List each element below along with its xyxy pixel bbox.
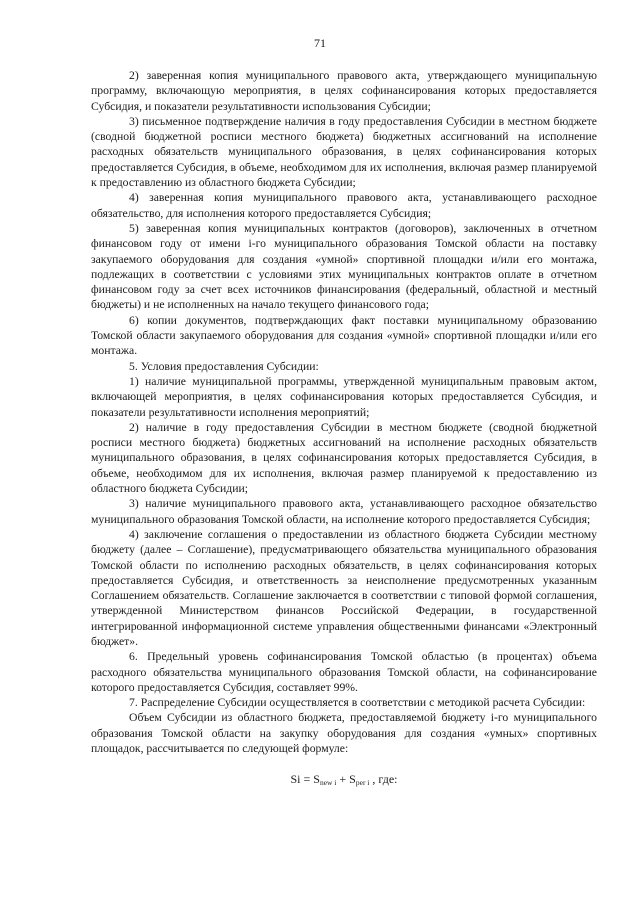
paragraph-item-3: 3) письменное подтверждение наличия в году предоставления Субсидии в местном бюджете (сводной бюджетной росписи местного бюджета) бюджетных ассигнований на исполнение расходных обязательств муниципального образования, в целях софинансирования которых предоставляется Субсидия, в объеме, необходимом для их исполнения, включая размер планируемой к предоставлению из областного бюджета Субсидии; [91, 114, 597, 190]
formula-subscript-new: new i [319, 778, 337, 788]
formula-subscript-per: per i [355, 778, 370, 788]
paragraph-item-6: 6) копии документов, подтверждающих факт поставки муниципальному образованию Томской области закупаемого оборудования для создания «умной» спортивной площадки и/или его монтажа. [91, 313, 597, 358]
formula-plus: + S [336, 772, 356, 787]
formula-tail: , где: [369, 772, 398, 787]
paragraph-item-4: 4) заверенная копия муниципального правового акта, устанавливающего расходное обязательство, для исполнения которого предоставляется Субсидия; [91, 191, 597, 220]
subsidy-formula [91, 772, 597, 790]
condition-item-4: 4) заключение соглашения о предоставлении из областного бюджета Субсидии местному бюджету (далее – Соглашение), предусматривающего обязательства муниципального образования Томской области по исполнению расходных обязательств, в целях софинансирования которых предоставляется Субсидия, и ответственность за неисполнение предусмотренных указанным Соглашением обязательств. Соглашение заключается в соответствии с типовой формой соглашения, утвержденной Министерством финансов Российской Федерации, в государственной интегрированной информационной системе управления общественными финансами «Электронный бюджет». [91, 527, 597, 648]
formula-lhs: Si = S [290, 772, 320, 787]
subsidy-volume-paragraph: Объем Субсидии из областного бюджета, предоставляемой бюджету i-го муниципального образования Томской области на закупку оборудования для создания «умных» спортивных площадок, рассчитывается по следующей формуле: [91, 711, 597, 756]
condition-item-3: 3) наличие муниципального правового акта, устанавливающего расходное обязательство муниципального образования Томской области, на исполнение которого предоставляется Субсидия; [91, 497, 597, 526]
section-7-paragraph: 7. Распределение Субсидии осуществляется в соответствии с методикой расчета Субсидии: [129, 696, 586, 710]
condition-item-2: 2) наличие в году предоставления Субсидии в местном бюджете (сводной бюджетной росписи местного бюджета) бюджетных ассигнований на исполнение расходных обязательств муниципального образования, в целях софинансирования которых предоставляется Субсидия, в объеме, необходимом для их исполнения, включая размер планируемой к предоставлению из областного бюджета Субсидии; [91, 420, 597, 496]
section-6-paragraph: 6. Предельный уровень софинансирования Томской областью (в процентах) объема расходного обязательства муниципального образования Томской области, на софинансирование которого предоставляется Субсидия, составляет 99%. [91, 650, 597, 694]
paragraph-item-5: 5) заверенная копия муниципальных контрактов (договоров), заключенных в отчетном финансовом году от имени i-го муниципального образования Томской области на поставку закупаемого оборудования для создания «умной» спортивной площадки и/или его монтажа, подлежащих в соответствии с условиями этих муниципальных контрактов оплате в отчетном финансовом году за счет всех источников финансирования (федеральный, областной и местный бюджеты) и не исполненных на начало текущего финансового года; [91, 221, 597, 312]
page-number: 71 [314, 36, 326, 50]
document-body [91, 68, 597, 791]
condition-item-1: 1) наличие муниципальной программы, утвержденной муниципальным правовым актом, включающей мероприятия, в целях софинансирования которых предоставляется Субсидия, и показатели результативности исполнения мероприятий; [91, 374, 597, 419]
paragraph-item-2: 2) заверенная копия муниципального правового акта, утверждающего муниципальную программу, включающую мероприятия, в целях софинансирования которых предоставляется Субсидия, и показатели результативности использования Субсидии; [91, 69, 597, 113]
section-5-heading: 5. Условия предоставления Субсидии: [129, 359, 319, 373]
